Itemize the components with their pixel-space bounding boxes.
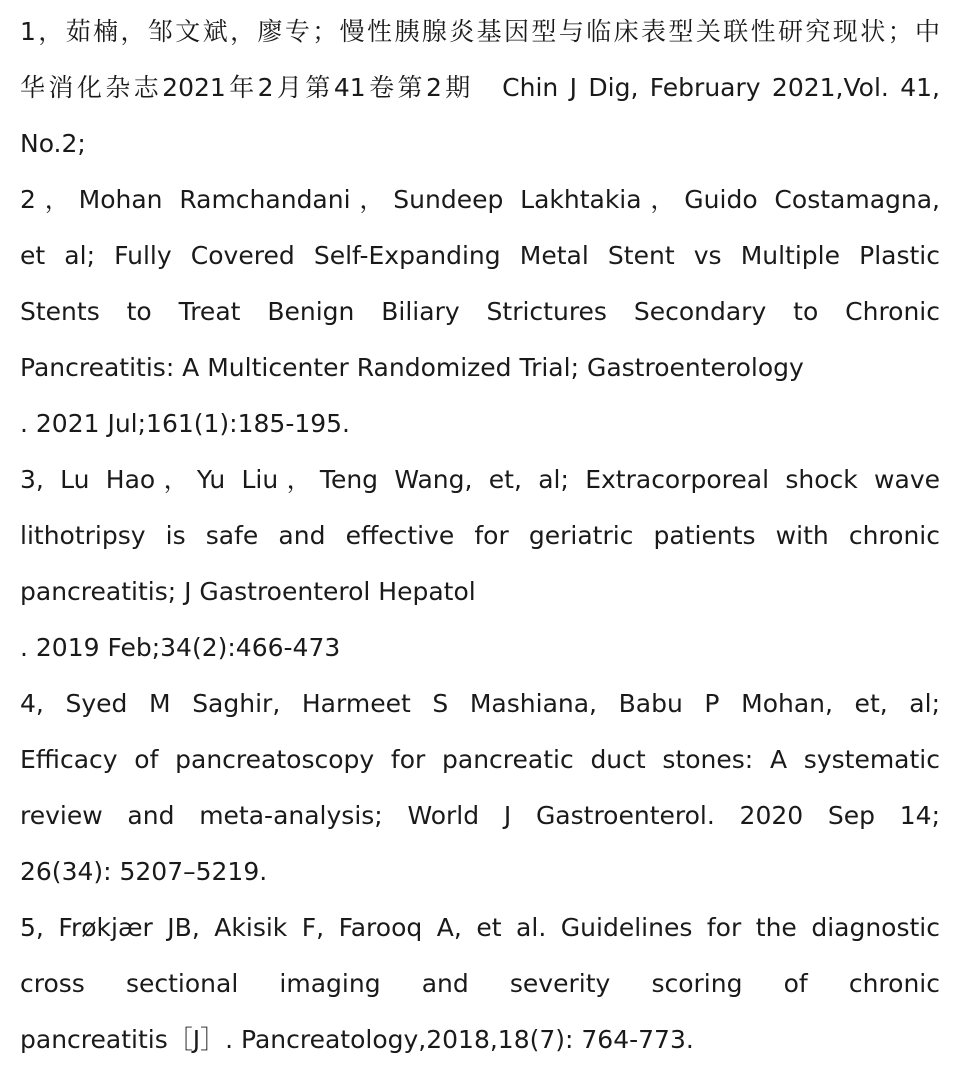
reference-line: Efficacy of pancreatoscopy for pancreatic duct stones: A systematic	[20, 745, 940, 774]
reference-line: Pancreatitis: A Multicenter Randomized Trial; Gastroenterology	[20, 353, 804, 382]
reference-line: 华消化杂志2021年2月第41卷第2期 Chin J Dig, February 2021,Vol. 41,	[20, 73, 940, 102]
reference-line: . 2019 Feb;34(2):466-473	[20, 633, 341, 662]
reference-line: cross sectional imaging and severity scoring of chronic	[20, 969, 940, 998]
reference-line: 4, Syed M Saghir, Harmeet S Mashiana, Babu P Mohan, et, al;	[20, 689, 940, 718]
reference-line: pancreatitis; J Gastroenterol Hepatol	[20, 577, 476, 606]
reference-line: 2，Mohan Ramchandani，Sundeep Lakhtakia，Guido Costamagna,	[20, 185, 940, 214]
reference-line: review and meta-analysis; World J Gastroenterol. 2020 Sep 14;	[20, 801, 940, 830]
reference-line: 1，茹楠，邹文斌，廖专；慢性胰腺炎基因型与临床表型关联性研究现状；中	[20, 17, 940, 46]
reference-line: No.2;	[20, 129, 86, 158]
reference-entry-1	[20, 4, 940, 172]
reference-line: Stents to Treat Benign Biliary Strictures Secondary to Chronic	[20, 297, 940, 326]
reference-line: . 2021 Jul;161(1):185-195.	[20, 409, 351, 438]
reference-line: pancreatitis［J］. Pancreatology,2018,18(7): 764-773.	[20, 1025, 694, 1054]
reference-line: 3, Lu Hao，Yu Liu，Teng Wang, et, al; Extracorporeal shock wave	[20, 465, 940, 494]
reference-entry-4	[20, 676, 940, 900]
reference-entry-3	[20, 452, 940, 676]
reference-list	[20, 4, 940, 1068]
reference-line: 5, Frøkjær JB, Akisik F, Farooq A, et al. Guidelines for the diagnostic	[20, 913, 940, 942]
reference-line: et al; Fully Covered Self-Expanding Metal Stent vs Multiple Plastic	[20, 241, 940, 270]
reference-entry-2	[20, 172, 940, 452]
reference-entry-5	[20, 900, 940, 1068]
reference-line: 26(34): 5207–5219.	[20, 857, 268, 886]
reference-line: lithotripsy is safe and effective for geriatric patients with chronic	[20, 521, 940, 550]
